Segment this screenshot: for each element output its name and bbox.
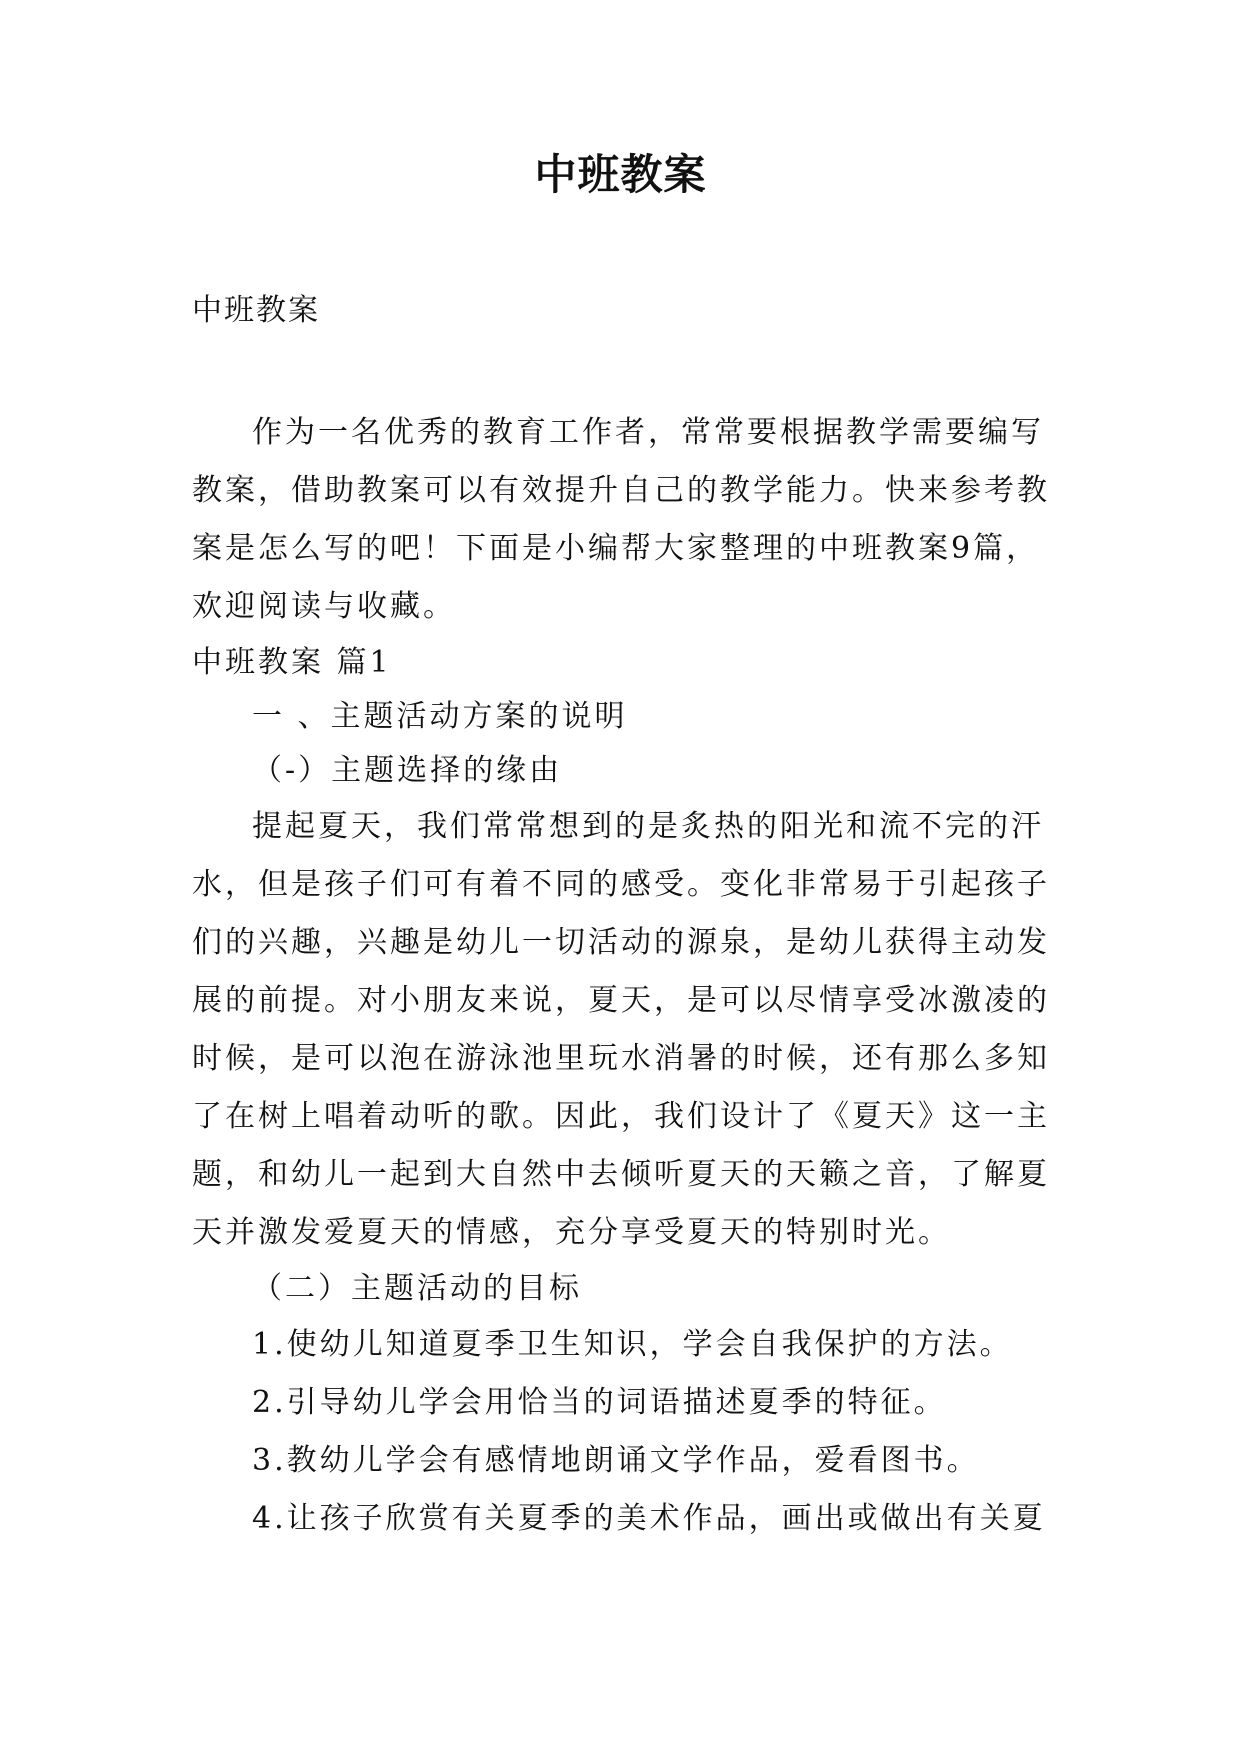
document-subtitle: 中班教案 — [192, 293, 320, 328]
subsection-paragraph: 提起夏天，我们常常想到的是炙热的阳光和流不完的汗水，但是孩子们可有着不同的感受。变化非常易于引起孩子们的兴趣，兴趣是幼儿一切活动的源泉，是幼儿获得主动发展的前提。对小朋友来说，夏天，是可以尽情享受冰激凌的时候，是可以泡在游泳池里玩水消暑的时候，还有那么多知了在树上唱着动听的歌。因此，我们设计了《夏天》这一主题，和幼儿一起到大自然中去倾听夏天的天籁之音，了解夏天并激发爱夏天的情感，充分享受夏天的特别时光。 — [192, 809, 1050, 1250]
goal-item: 1.使幼儿知道夏季卫生知识，学会自我保护的方法。 — [252, 1327, 1013, 1362]
subsection-heading: （二）主题活动的目标 — [252, 1271, 582, 1306]
section-heading: 一 、主题活动方案的说明 — [252, 699, 628, 734]
document-body — [192, 404, 1072, 1548]
subsection-heading: （-）主题选择的缘由 — [252, 753, 563, 788]
document-title: 中班教案 — [534, 150, 707, 199]
goal-item: 2.引导幼儿学会用恰当的词语描述夏季的特征。 — [252, 1385, 947, 1420]
chapter-heading: 中班教案 篇1 — [192, 645, 392, 680]
intro-paragraph: 作为一名优秀的教育工作者，常常要根据教学需要编写教案，借助教案可以有效提升自己的教学能力。快来参考教案是怎么写的吧！下面是小编帮大家整理的中班教案9篇，欢迎阅读与收藏。 — [192, 415, 1050, 624]
goal-item: 4.让孩子欣赏有关夏季的美术作品，画出或做出有关夏 — [252, 1501, 1046, 1536]
goal-item: 3.教幼儿学会有感情地朗诵文学作品，爱看图书。 — [252, 1443, 980, 1478]
